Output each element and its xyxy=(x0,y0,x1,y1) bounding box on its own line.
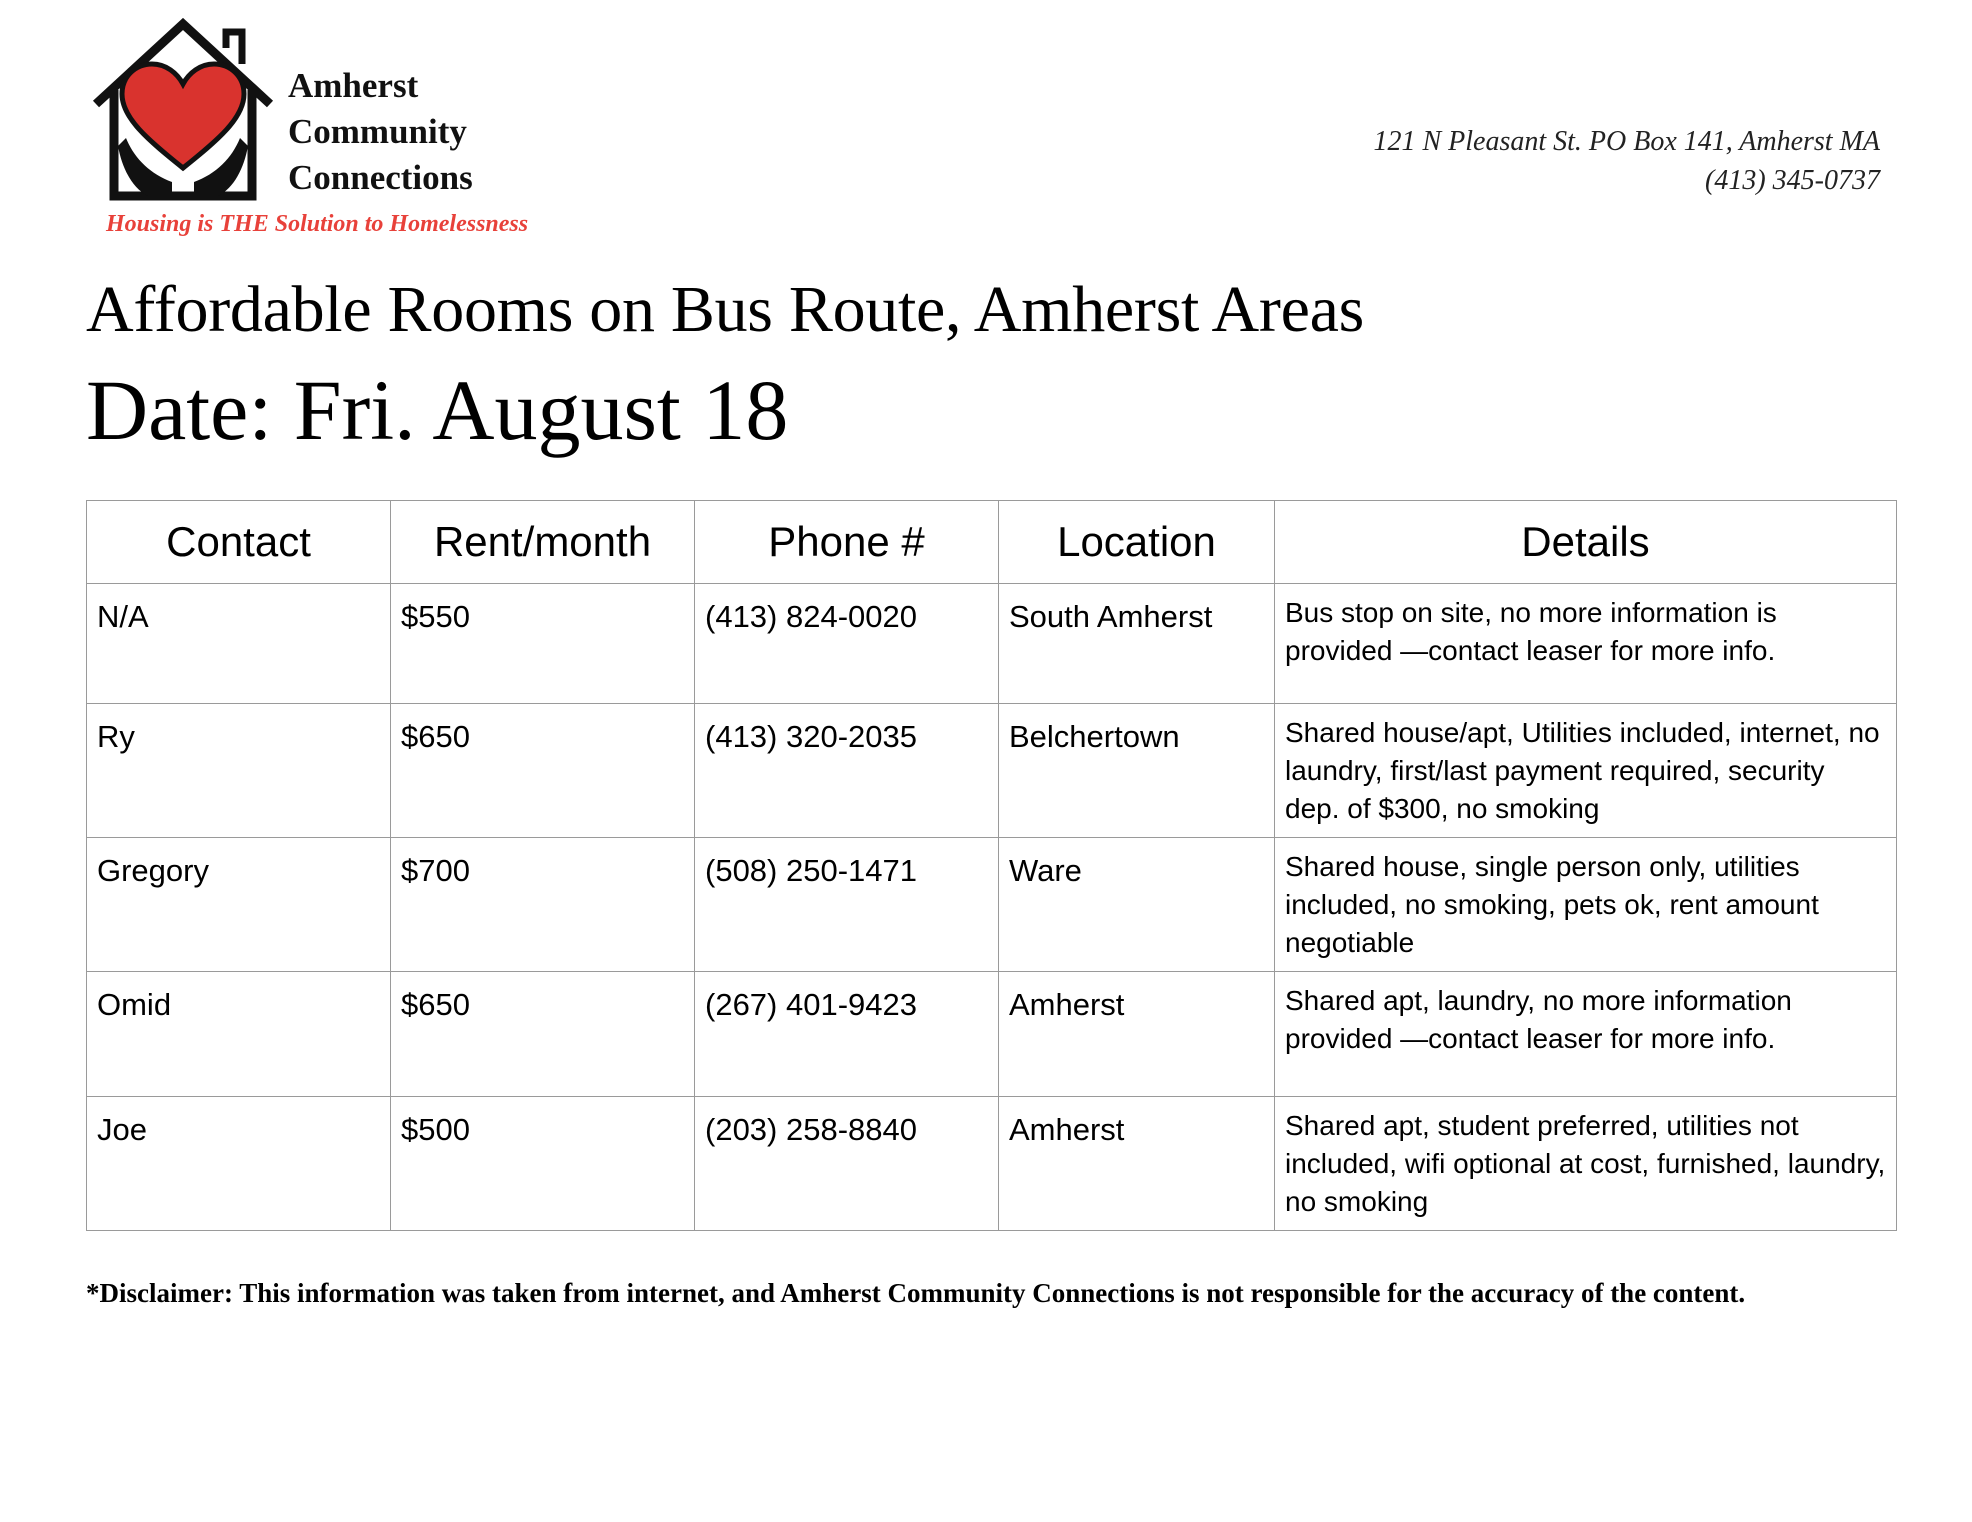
cell-details: Shared apt, student preferred, utilities not included, wifi optional at cost, furnished, laundry, no smoking xyxy=(1275,1097,1897,1231)
contact-address xyxy=(1373,122,1880,200)
cell-contact: N/A xyxy=(87,584,391,704)
cell-contact: Ry xyxy=(87,704,391,838)
cell-rent: $500 xyxy=(391,1097,695,1231)
address-phone: (413) 345-0737 xyxy=(1705,165,1880,196)
address-line: 121 N Pleasant St. PO Box 141, Amherst MA xyxy=(1373,126,1880,157)
cell-details: Shared house/apt, Utilities included, internet, no laundry, first/last payment required, security dep. of $300, no smoking xyxy=(1275,704,1897,838)
cell-phone: (203) 258-8840 xyxy=(695,1097,999,1231)
header-phone: Phone # xyxy=(695,501,999,584)
cell-phone: (413) 824-0020 xyxy=(695,584,999,704)
logo-name-line-1: Amherst xyxy=(288,66,419,105)
cell-phone: (267) 401-9423 xyxy=(695,972,999,1097)
table-row xyxy=(87,838,1897,972)
logo-name-line-3: Connections xyxy=(288,158,473,197)
table-row xyxy=(87,704,1897,838)
cell-rent: $700 xyxy=(391,838,695,972)
table-header-row xyxy=(87,501,1897,584)
cell-rent: $550 xyxy=(391,584,695,704)
cell-contact: Omid xyxy=(87,972,391,1097)
table-row xyxy=(87,972,1897,1097)
cell-phone: (508) 250-1471 xyxy=(695,838,999,972)
header-contact: Contact xyxy=(87,501,391,584)
header-details: Details xyxy=(1275,501,1897,584)
cell-location: Amherst xyxy=(999,1097,1275,1231)
header-location: Location xyxy=(999,501,1275,584)
cell-details: Shared apt, laundry, no more information provided —contact leaser for more info. xyxy=(1275,972,1897,1097)
cell-details: Shared house, single person only, utilities included, no smoking, pets ok, rent amount negotiable xyxy=(1275,838,1897,972)
cell-contact: Joe xyxy=(87,1097,391,1231)
disclaimer: *Disclaimer: This information was taken from internet, and Amherst Community Connections is not responsible for the accuracy of the content. xyxy=(86,1278,1746,1308)
rooms-table xyxy=(86,500,1897,1231)
logo-name-line-2: Community xyxy=(288,112,467,151)
cell-rent: $650 xyxy=(391,704,695,838)
table-row xyxy=(87,1097,1897,1231)
cell-details: Bus stop on site, no more information is provided —contact leaser for more info. xyxy=(1275,584,1897,704)
cell-rent: $650 xyxy=(391,972,695,1097)
logo-tagline: Housing is THE Solution to Homelessness xyxy=(106,211,529,237)
cell-location: Ware xyxy=(999,838,1275,972)
organization-logo xyxy=(88,18,612,248)
header-rent: Rent/month xyxy=(391,501,695,584)
table-row xyxy=(87,584,1897,704)
page-title: Affordable Rooms on Bus Route, Amherst Areas xyxy=(86,273,1364,346)
cell-location: Amherst xyxy=(999,972,1275,1097)
listing-date: Date: Fri. August 18 xyxy=(86,362,789,458)
cell-location: Belchertown xyxy=(999,704,1275,838)
house-heart-hands-icon xyxy=(88,18,278,208)
cell-location: South Amherst xyxy=(999,584,1275,704)
cell-contact: Gregory xyxy=(87,838,391,972)
cell-phone: (413) 320-2035 xyxy=(695,704,999,838)
